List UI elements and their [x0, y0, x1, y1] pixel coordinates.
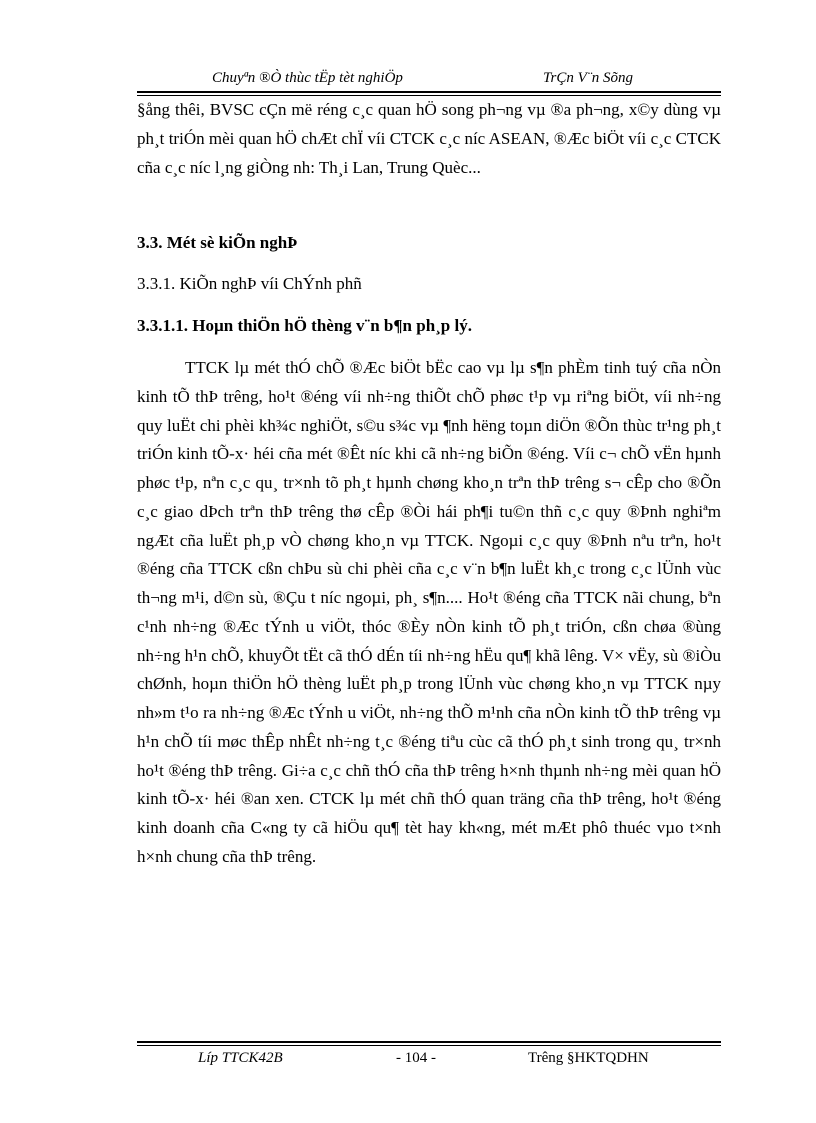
subsection-heading: 3.3.1. KiÕn nghÞ víi ChÝnh phñ	[137, 274, 362, 293]
footer-divider	[137, 1041, 721, 1043]
footer-university: Trêng §HKTQDHN	[528, 1050, 649, 1066]
header-author: TrÇn V¨n Sõng	[543, 70, 634, 86]
footer-divider-thin	[137, 1045, 721, 1046]
body-paragraph-2: TTCK lµ mét thÓ chÕ ®Æc biÖt bËc cao vµ lµ s¶n phÈm tinh tuý cña nÒn kinh tÕ thÞ trêng, ho¹t ®éng víi nh÷ng thiÕt chÕ phøc t¹p vµ riªng biÖt, víi nh÷ng quy luËt chi phèi kh¾c nghiÖt, s©u s¾c vµ ¶nh hëng toµn diÖn ®Õn thùc tr¹ng ph¸t triÓn kinh tÕ-x· héi cña mét ®Êt níc khi cã nh÷ng biÕn ®éng. Víi c¬ chÕ vËn hµnh phøc t¹p, nªn c¸c qu¸ tr×nh tõ ph¸t hµnh chøng kho¸n trªn thÞ trêng s¬ cÊp cho ®Õn c¸c giao dÞch trªn thÞ trêng thø cÊp ®Òi hái ph¶i tu©n thñ c¸c quy ®Þnh nghiªm ngÆt cña luËt ph¸p vÒ chøng kho¸n vµ TTCK. Ngoµi c¸c quy ®Þnh nªu trªn, ho¹t ®éng cña TTCK cßn chÞu sù chi phèi cña c¸c v¨n b¶n luËt kh¸c trong c¸c lÜnh vùc th¬ng m¹i, d©n sù, ®Çu t níc ngoµi, ph¸ s¶n.... Ho¹t ®éng cña TTCK nãi chung, bªn c¹nh nh÷ng ®Æc tÝnh u viÖt, thóc ®Èy nÒn kinh tÕ ph¸t triÓn, cßn chøa ®ùng nh÷ng h¹n chÕ, khuyÕt tËt cã thÓ dÉn tíi nh÷ng hËu qu¶ khã lêng. V× vËy, sù ®iÒu chØnh, hoµn thiÖn hÖ thèng luËt ph¸p trong lÜnh vùc chøng kho¸n vµ TTCK nµy nh»m t¹o ra nh÷ng ®Æc tÝnh u viÖt, nh÷ng thÕ m¹nh cña nÒn kinh tÕ thÞ trêng vµ h¹n chÕ tíi møc thÊp nhÊt nh÷ng t¸c ®éng tiªu cùc cã thÓ ph¸t sinh trong qu¸ tr×nh ho¹t ®éng thÞ trêng. Gi÷a c¸c chñ thÓ cña thÞ trêng h×nh thµnh nh÷ng mèi quan hÖ kinh tÕ-x· héi ®an xen. CTCK lµ mét chñ thÓ quan träng cña thÞ trêng, ho¹t ®éng kinh doanh cña C«ng ty cã hiÖu qu¶ tèt hay kh«ng, mét mÆt phô thuéc vµo t×nh h×nh chung cña thÞ trêng.	[137, 358, 721, 866]
subsubsection-heading: 3.3.1.1. Hoµn thiÖn hÖ thèng v¨n b¶n ph¸p lý.	[137, 316, 472, 335]
header-document-title: Chuyªn ®Ò thùc tËp tèt nghiÖp	[212, 70, 403, 86]
body-paragraph-1: §ång thêi, BVSC cÇn më réng c¸c quan hÖ song ph¬ng vµ ®a ph¬ng, x©y dùng vµ ph¸t triÓn mèi quan hÖ chÆt chÏ víi CTCK c¸c níc ASEAN, ®Æc biÖt víi c¸c CTCK cña c¸c níc l¸ng giÒng nh: Th¸i Lan, Trung Quèc...	[137, 100, 721, 177]
section-heading: 3.3. Mét sè kiÕn nghÞ	[137, 233, 298, 252]
header-divider	[137, 91, 721, 93]
footer-class-name: Líp TTCK42B	[198, 1050, 283, 1066]
page-number: - 104 -	[396, 1050, 436, 1066]
